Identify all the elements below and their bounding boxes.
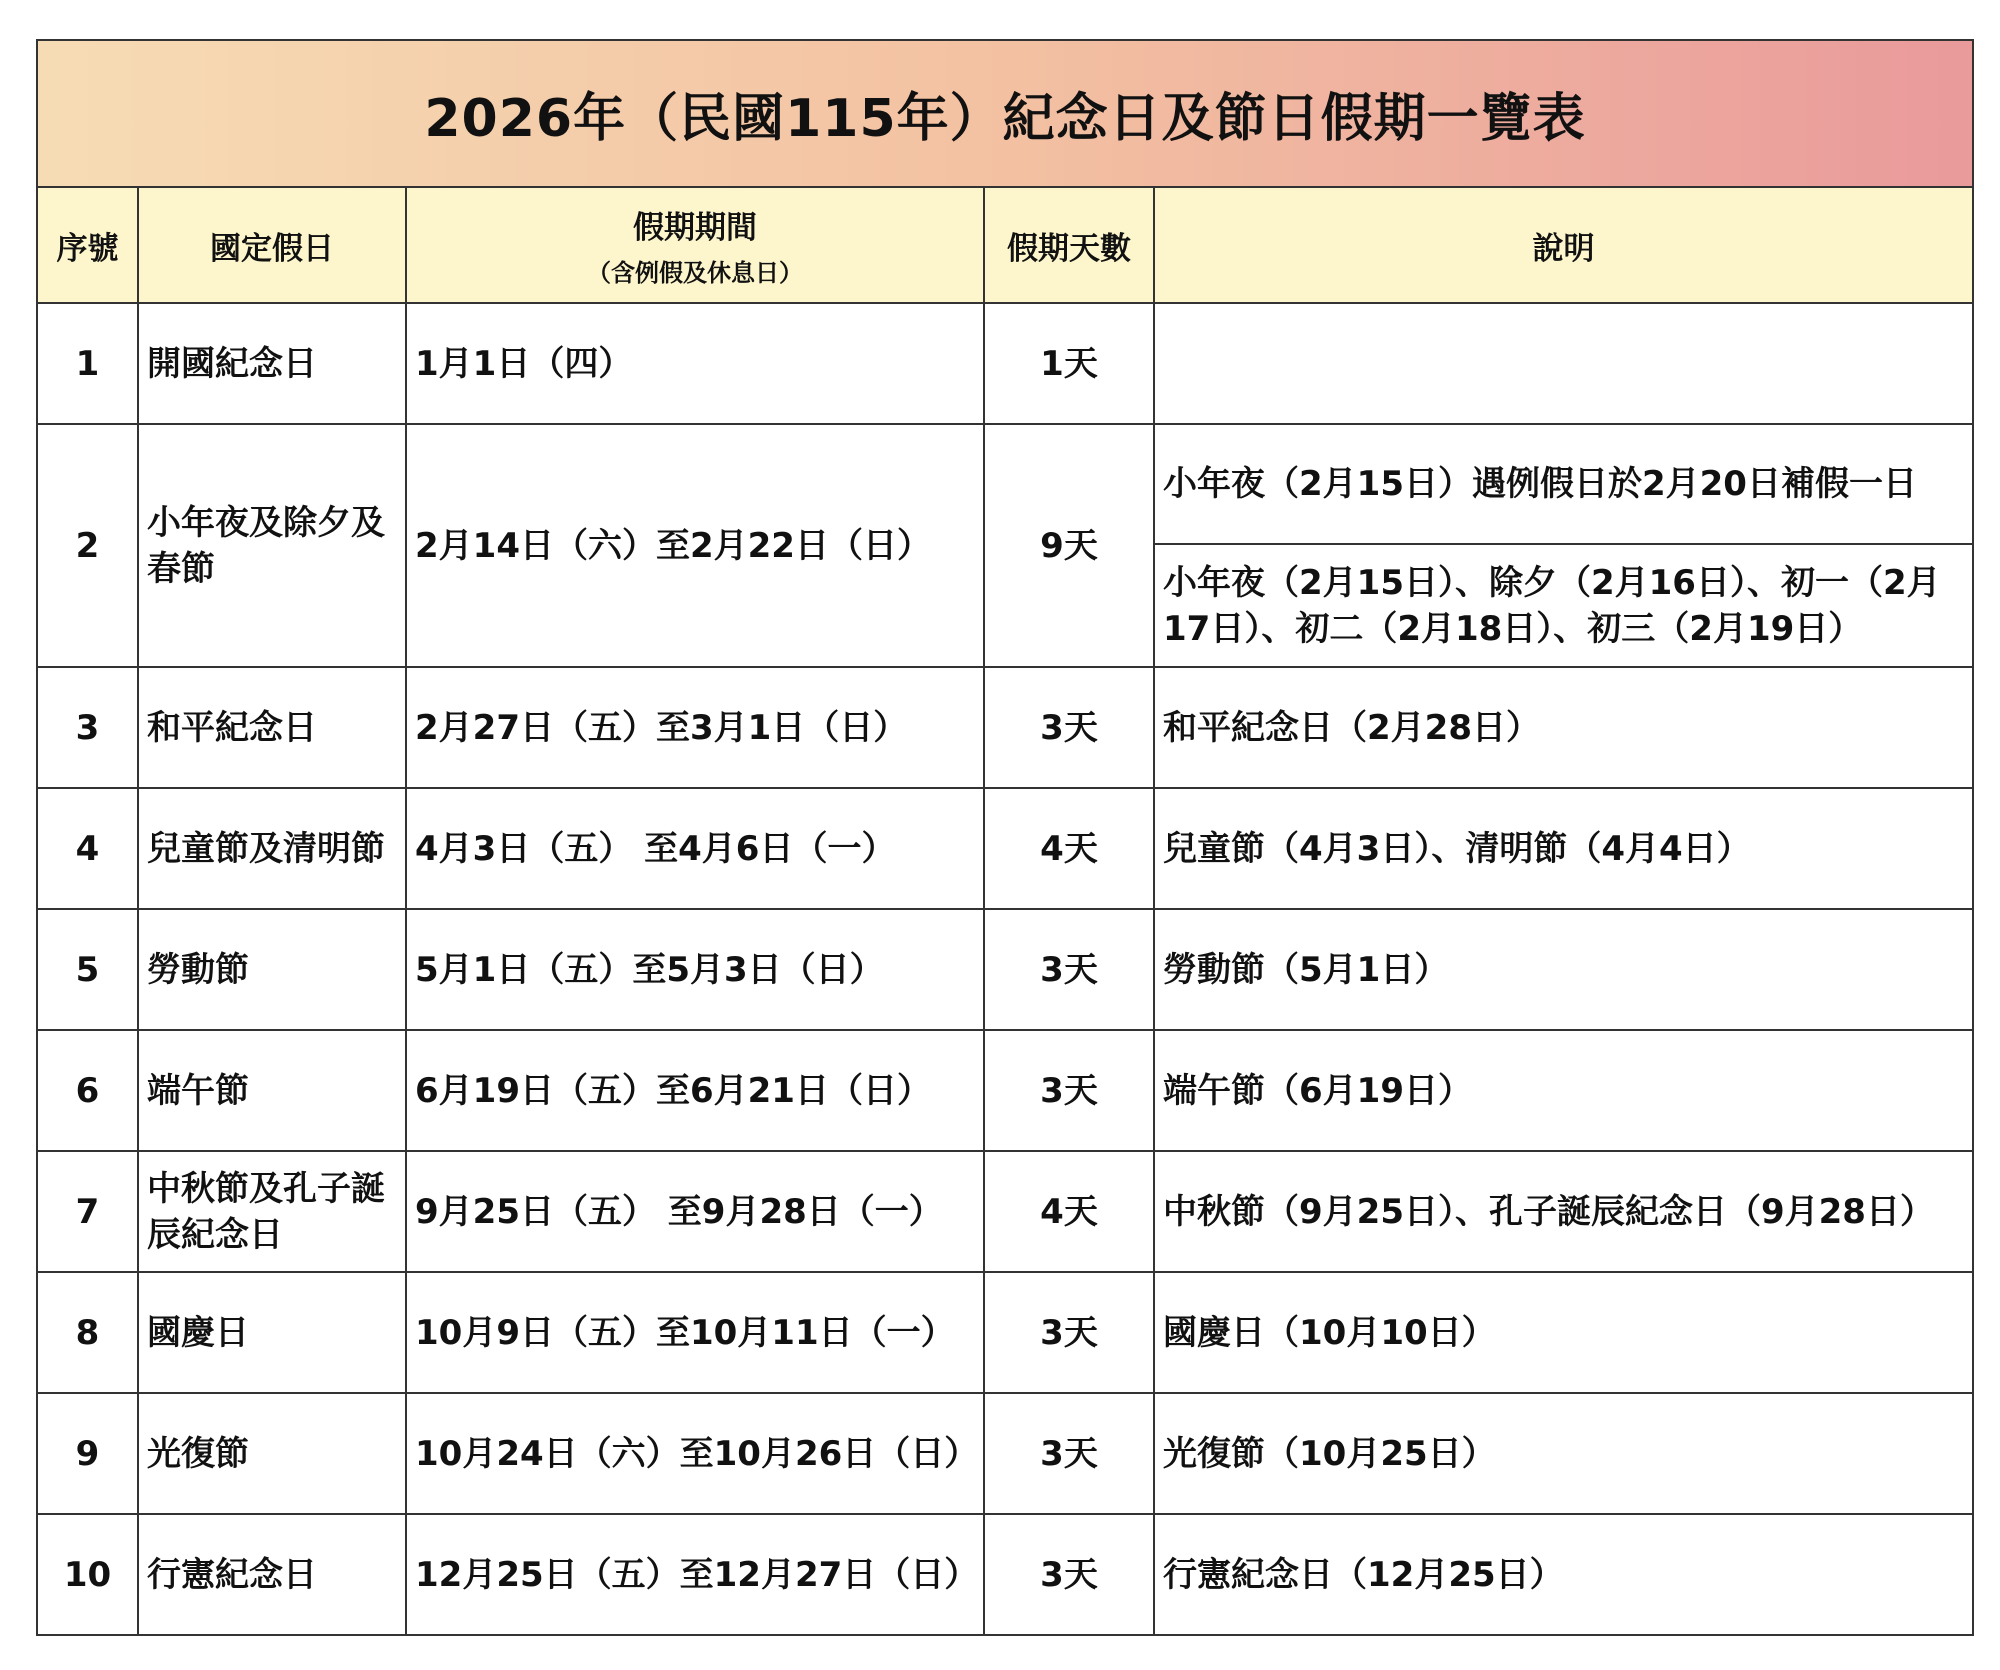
table-row xyxy=(38,424,1972,667)
row-no: 9 xyxy=(38,1393,138,1514)
row-period: 2月27日（五）至3月1日（日） xyxy=(406,667,984,788)
row-days: 1天 xyxy=(984,303,1154,424)
row-no: 6 xyxy=(38,1030,138,1151)
row-no: 5 xyxy=(38,909,138,1030)
row-note-split xyxy=(1154,424,1972,667)
row-note xyxy=(1154,303,1972,424)
row-note: 小年夜（2月15日）遇例假日於2月20日補假一日 xyxy=(1155,425,1972,545)
row-days: 3天 xyxy=(984,1030,1154,1151)
row-days: 3天 xyxy=(984,909,1154,1030)
row-no: 1 xyxy=(38,303,138,424)
row-period: 10月24日（六）至10月26日（日） xyxy=(406,1393,984,1514)
row-days: 4天 xyxy=(984,1151,1154,1272)
row-period: 5月1日（五）至5月3日（日） xyxy=(406,909,984,1030)
row-period: 6月19日（五）至6月21日（日） xyxy=(406,1030,984,1151)
table-row xyxy=(38,1393,1972,1514)
table-row xyxy=(38,1272,1972,1393)
row-holiday: 兒童節及清明節 xyxy=(138,788,406,909)
row-holiday: 開國紀念日 xyxy=(138,303,406,424)
row-days: 9天 xyxy=(984,424,1154,667)
row-note: 光復節（10月25日） xyxy=(1154,1393,1972,1514)
row-period: 9月25日（五） 至9月28日（一） xyxy=(406,1151,984,1272)
row-period: 4月3日（五） 至4月6日（一） xyxy=(406,788,984,909)
row-no: 10 xyxy=(38,1514,138,1634)
row-note: 和平紀念日（2月28日） xyxy=(1154,667,1972,788)
row-holiday: 中秋節及孔子誕辰紀念日 xyxy=(138,1151,406,1272)
row-holiday: 端午節 xyxy=(138,1030,406,1151)
row-days: 3天 xyxy=(984,1393,1154,1514)
row-days: 3天 xyxy=(984,1514,1154,1634)
row-no: 8 xyxy=(38,1272,138,1393)
header-holiday: 國定假日 xyxy=(138,188,406,303)
header-period-label: 假期期間 xyxy=(633,210,757,246)
row-holiday: 行憲紀念日 xyxy=(138,1514,406,1634)
row-period: 12月25日（五）至12月27日（日） xyxy=(406,1514,984,1634)
row-no: 3 xyxy=(38,667,138,788)
row-holiday: 國慶日 xyxy=(138,1272,406,1393)
row-note-detail: 小年夜（2月15日）、除夕（2月16日）、初一（2月17日）、初二（2月18日）、初三（2月19日） xyxy=(1163,562,1941,649)
holiday-table xyxy=(38,188,1972,1634)
header-period xyxy=(406,188,984,303)
page-title: 2026年（民國115年）紀念日及節日假期一覽表 xyxy=(38,41,1972,188)
row-period: 2月14日（六）至2月22日（日） xyxy=(406,424,984,667)
row-no: 7 xyxy=(38,1151,138,1272)
row-note: 國慶日（10月10日） xyxy=(1154,1272,1972,1393)
row-holiday: 小年夜及除夕及春節 xyxy=(138,424,406,667)
row-days: 3天 xyxy=(984,1272,1154,1393)
table-row xyxy=(38,1514,1972,1634)
row-no: 4 xyxy=(38,788,138,909)
row-note: 中秋節（9月25日）、孔子誕辰紀念日（9月28日） xyxy=(1154,1151,1972,1272)
table-header-row xyxy=(38,188,1972,303)
row-period: 1月1日（四） xyxy=(406,303,984,424)
row-holiday: 勞動節 xyxy=(138,909,406,1030)
table-row xyxy=(38,1151,1972,1272)
row-days: 4天 xyxy=(984,788,1154,909)
row-period: 10月9日（五）至10月11日（一） xyxy=(406,1272,984,1393)
table-row xyxy=(38,1030,1972,1151)
row-holiday: 和平紀念日 xyxy=(138,667,406,788)
row-note: 端午節（6月19日） xyxy=(1154,1030,1972,1151)
header-note: 說明 xyxy=(1154,188,1972,303)
row-note: 兒童節（4月3日）、清明節（4月4日） xyxy=(1154,788,1972,909)
table-row xyxy=(38,788,1972,909)
header-days: 假期天數 xyxy=(984,188,1154,303)
row-note: 勞動節（5月1日） xyxy=(1154,909,1972,1030)
holiday-table-sheet xyxy=(36,39,1974,1636)
row-days: 3天 xyxy=(984,667,1154,788)
table-row xyxy=(38,303,1972,424)
row-holiday: 光復節 xyxy=(138,1393,406,1514)
table-row xyxy=(38,667,1972,788)
header-no: 序號 xyxy=(38,188,138,303)
row-note: 行憲紀念日（12月25日） xyxy=(1154,1514,1972,1634)
table-row xyxy=(38,909,1972,1030)
header-period-sub: （含例假及休息日） xyxy=(587,259,803,287)
row-no: 2 xyxy=(38,424,138,667)
